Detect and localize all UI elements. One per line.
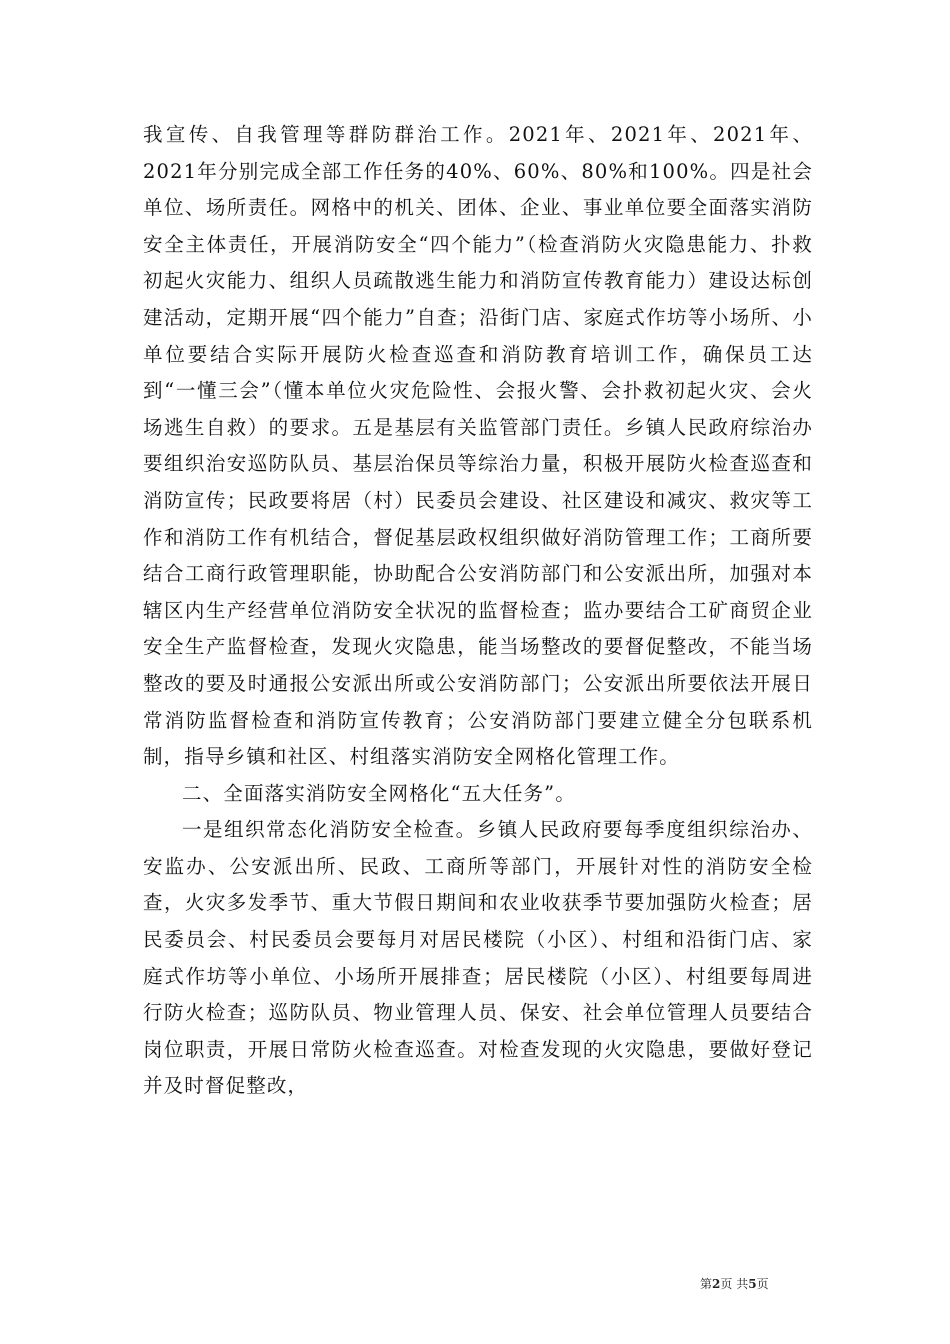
footer-prefix: 第 <box>700 1277 713 1291</box>
paragraph-1: 我宣传、自我管理等群防群治工作。2021年、2021年、2021年、2021年分别完成全部工作任务的40%、60%、80%和100%。四是社会单位、场所责任。网格中的机关、团体、企业、事业单位要全面落实消防安全主体责任，开展消防安全“四个能力”（检查消防火灾隐患能力、扑救初起火灾能力、组织人员疏散逃生能力和消防宣传教育能力）建设达标创建活动，定期开展“四个能力”自查；沿街门店、家庭式作坊等小场所、小单位要结合实际开展防火检查巡查和消防教育培训工作，确保员工达到“一懂三会”（懂本单位火灾危险性、会报火警、会扑救初起火灾、会火场逃生自救）的要求。五是基层有关监管部门责任。乡镇人民政府综治办要组织治安巡防队员、基层治保员等综治力量，积极开展防火检查巡查和消防宣传；民政要将居（村）民委员会建设、社区建设和减灾、救灾等工作和消防工作有机结合，督促基层政权组织做好消防管理工作；工商所要结合工商行政管理职能，协助配合公安消防部门和公安派出所，加强对本辖区内生产经营单位消防安全状况的监督检查；监办要结合工矿商贸企业安全生产监督检查，发现火灾隐患，能当场整改的要督促整改，不能当场整改的要及时通报公安派出所或公安消防部门；公安派出所要依法开展日常消防监督检查和消防宣传教育；公安消防部门要建立健全分包联系机制，指导乡镇和社区、村组落实消防安全网格化管理工作。 <box>143 123 813 769</box>
paragraph-3: 一是组织常态化消防安全检查。乡镇人民政府要每季度组织综治办、安监办、公安派出所、民政、工商所等部门，开展针对性的消防安全检查，火灾多发季节、重大节假日期间和农业收获季节要加强防火检查；居民委员会、村民委员会要每月对居民楼院（小区）、村组和沿街门店、家庭式作坊等小单位、小场所开展排查；居民楼院（小区）、村组要每周进行防火检查；巡防队员、物业管理人员、保安、社会单位管理人员要结合岗位职责，开展日常防火检查巡查。对检查发现的火灾隐患，要做好登记并及时督促整改， <box>143 818 813 1098</box>
footer-middle: 页 共 <box>720 1277 749 1291</box>
body-text <box>143 117 813 1105</box>
total-pages-number: 5 <box>748 1277 757 1291</box>
current-page-number: 2 <box>712 1277 721 1291</box>
page-footer <box>700 1275 840 1292</box>
footer-suffix: 页 <box>756 1277 769 1291</box>
section-heading-two: 二、全面落实消防安全网格化“五大任务”。 <box>182 781 576 805</box>
